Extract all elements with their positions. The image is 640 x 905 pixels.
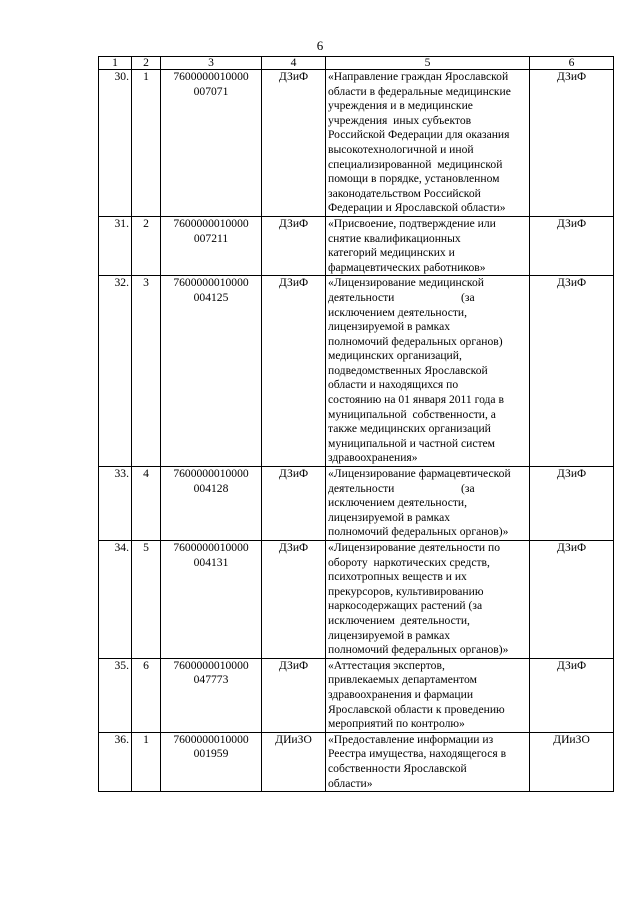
service-name-line: Российской Федерации для оказания <box>328 128 510 142</box>
service-name-line: муниципальной и частной систем <box>328 436 496 450</box>
service-name-line: лицензируемой в рамках <box>328 510 451 524</box>
service-name-line: Реестра имущества, находящегося в <box>328 747 507 761</box>
row-number: 31. <box>99 216 132 275</box>
service-code <box>161 732 262 791</box>
table-body <box>99 70 614 792</box>
table-row <box>99 276 614 467</box>
service-code-line: 7600000010000 <box>173 658 249 672</box>
service-code-line: 7600000010000 <box>173 216 249 230</box>
service-name <box>326 70 530 217</box>
service-name-line: «Лицензирование деятельности по <box>328 541 500 554</box>
service-code <box>161 658 262 732</box>
service-name-line: также медицинских организаций <box>328 422 491 436</box>
row-number: 35. <box>99 658 132 732</box>
service-name-line: психотропных веществ и их <box>328 570 467 584</box>
row-number: 33. <box>99 467 132 541</box>
row-sub-number: 4 <box>132 467 161 541</box>
service-name <box>326 216 530 275</box>
service-name <box>326 276 530 467</box>
service-name-line: полномочий федеральных органов)» <box>328 525 509 539</box>
row-sub-number: 1 <box>132 732 161 791</box>
service-name-line: лицензируемой в рамках <box>328 628 451 642</box>
service-name-line: медицинских организаций, <box>328 349 462 363</box>
service-name-line: мероприятий по контролю» <box>328 717 465 731</box>
page-number: 6 <box>316 38 324 53</box>
service-code <box>161 467 262 541</box>
row-number: 30. <box>99 70 132 217</box>
column-header: 6 <box>530 57 614 70</box>
service-name-line: «Аттестация экспертов, <box>328 658 445 672</box>
responsible-department: ДЗиФ <box>262 216 326 275</box>
executing-department: ДЗиФ <box>530 658 614 732</box>
responsible-department: ДЗиФ <box>262 658 326 732</box>
table-header-row <box>99 57 614 70</box>
service-code-line: 007211 <box>193 231 229 245</box>
service-name-line: области и находящихся по <box>328 378 459 392</box>
service-code-line: 7600000010000 <box>173 70 249 83</box>
service-code <box>161 541 262 659</box>
service-name-line: прекурсоров, культивированию <box>328 584 484 598</box>
responsible-department: ДЗиФ <box>262 276 326 467</box>
column-header: 3 <box>161 57 262 70</box>
service-code-line: 007071 <box>193 84 229 98</box>
service-name-line: полномочий федеральных органов) <box>328 334 503 348</box>
service-code-line: 004131 <box>193 555 229 569</box>
table-row <box>99 658 614 732</box>
service-name-line: исключением деятельности, <box>328 613 470 627</box>
row-sub-number: 1 <box>132 70 161 217</box>
column-header: 1 <box>99 57 132 70</box>
service-name-line: законодательством Российской <box>328 186 481 200</box>
service-name-line: фармацевтических работников» <box>328 260 486 274</box>
service-name <box>326 658 530 732</box>
executing-department: ДЗиФ <box>530 276 614 467</box>
service-name-line: наркосодержащих растений (за <box>328 599 483 613</box>
table-row <box>99 216 614 275</box>
service-code-line: 7600000010000 <box>173 276 249 290</box>
service-name <box>326 467 530 541</box>
row-sub-number: 2 <box>132 216 161 275</box>
service-name-line: Ярославской области к проведению <box>328 702 505 716</box>
service-name-line: подведомственных Ярославской <box>328 363 488 377</box>
executing-department: ДЗиФ <box>530 541 614 659</box>
service-code-line: 7600000010000 <box>173 732 249 746</box>
service-name <box>326 541 530 659</box>
service-code <box>161 216 262 275</box>
column-header: 2 <box>132 57 161 70</box>
service-name-line: учреждения и в медицинские <box>328 99 473 113</box>
row-number: 36. <box>99 732 132 791</box>
executing-department: ДЗиФ <box>530 467 614 541</box>
responsible-department: ДЗиФ <box>262 541 326 659</box>
service-name-line: привлекаемых департаментом <box>328 673 477 687</box>
column-header: 4 <box>262 57 326 70</box>
service-name-line: муниципальной собственности, а <box>328 407 496 421</box>
service-code <box>161 276 262 467</box>
service-name-line: полномочий федеральных органов)» <box>328 643 509 657</box>
service-code-line: 004125 <box>193 290 229 304</box>
service-name-line: состоянию на 01 января 2011 года в <box>328 393 504 407</box>
service-name-line: деятельности (за <box>328 481 475 495</box>
service-name-line: области» <box>328 776 373 790</box>
service-name-line: учреждения иных субъектов <box>328 113 472 127</box>
service-name-line: «Направление граждан Ярославской <box>328 70 509 83</box>
row-number: 34. <box>99 541 132 659</box>
service-code-line: 7600000010000 <box>173 467 249 481</box>
service-name-line: «Лицензирование фармацевтической <box>328 467 511 481</box>
service-code-line: 001959 <box>193 747 229 761</box>
table-row <box>99 541 614 659</box>
row-sub-number: 3 <box>132 276 161 467</box>
row-number: 32. <box>99 276 132 467</box>
service-name-line: помощи в порядке, установленном <box>328 172 500 186</box>
service-code-line: 004128 <box>193 481 229 495</box>
service-name-line: высокотехнологичной и иной <box>328 142 474 156</box>
services-registry-table <box>98 56 614 792</box>
service-name-line: области в федеральные медицинские <box>328 84 511 98</box>
column-header: 5 <box>326 57 530 70</box>
table-row <box>99 70 614 217</box>
service-name-line: «Предоставление информации из <box>328 732 494 746</box>
service-name-line: здравоохранения» <box>328 451 418 465</box>
row-sub-number: 6 <box>132 658 161 732</box>
service-name <box>326 732 530 791</box>
table-row <box>99 732 614 791</box>
executing-department: ДИиЗО <box>530 732 614 791</box>
responsible-department: ДЗиФ <box>262 467 326 541</box>
service-name-line: исключением деятельности, <box>328 305 468 319</box>
table-row <box>99 467 614 541</box>
executing-department: ДЗиФ <box>530 216 614 275</box>
row-sub-number: 5 <box>132 541 161 659</box>
service-name-line: «Присвоение, подтверждение или <box>328 216 496 230</box>
service-name-line: обороту наркотических средств, <box>328 555 490 569</box>
service-code <box>161 70 262 217</box>
service-code-line: 7600000010000 <box>173 541 249 554</box>
service-code-line: 047773 <box>193 673 229 687</box>
responsible-department: ДЗиФ <box>262 70 326 217</box>
service-name-line: снятие квалификационных <box>328 231 461 245</box>
service-name-line: лицензируемой в рамках <box>328 320 451 334</box>
service-name-line: «Лицензирование медицинской <box>328 276 484 290</box>
service-name-line: Федерации и Ярославской области» <box>328 201 506 215</box>
service-name-line: исключением деятельности, <box>328 496 468 510</box>
service-name-line: собственности Ярославской <box>328 761 467 775</box>
service-name-line: категорий медицинских и <box>328 246 455 260</box>
responsible-department: ДИиЗО <box>262 732 326 791</box>
service-name-line: деятельности (за <box>328 290 475 304</box>
executing-department: ДЗиФ <box>530 70 614 217</box>
service-name-line: здравоохранения и фармации <box>328 687 474 701</box>
service-name-line: специализированной медицинской <box>328 157 503 171</box>
